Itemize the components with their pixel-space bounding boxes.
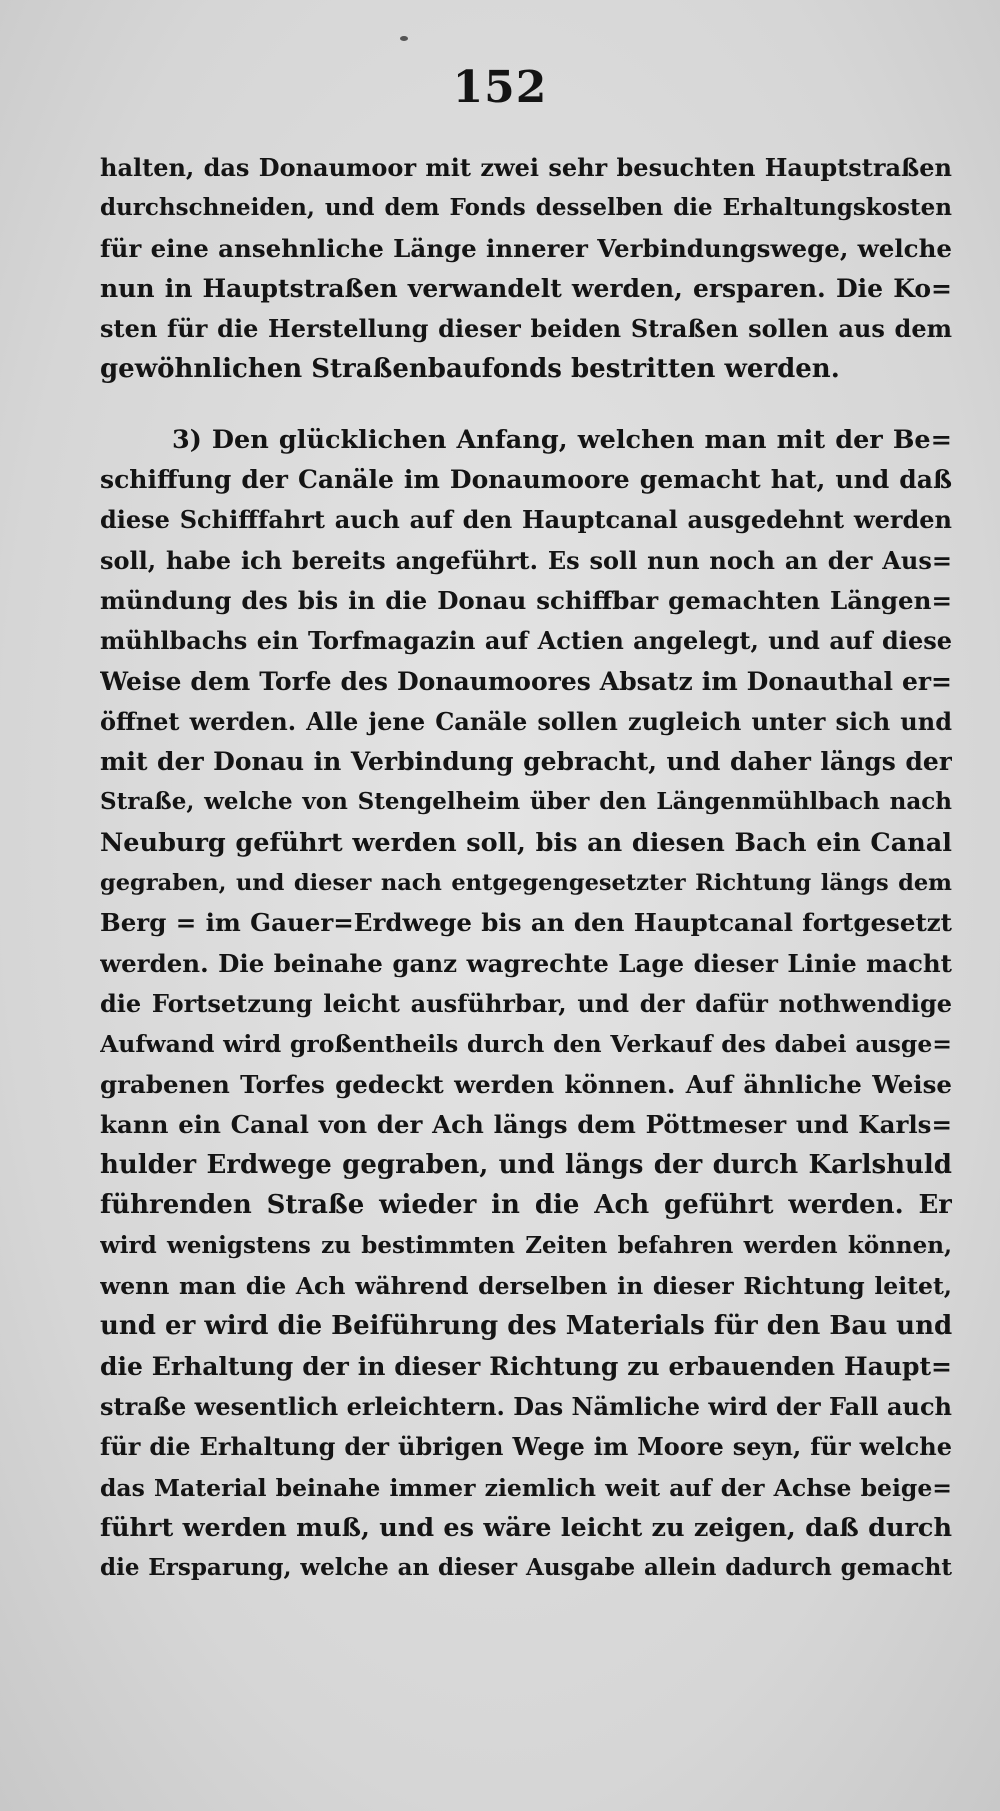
paragraph-gap (100, 390, 952, 420)
text-line: soll, habe ich bereits angeführt. Es soll nun noch an der Aus= (100, 545, 952, 575)
text-line: kann ein Canal von der Ach längs dem Pöttmeser und Karls= (100, 1109, 952, 1139)
text-line: gewöhnlichen Straßenbaufonds bestritten werden. (100, 354, 840, 385)
text-line: hulder Erdwege gegraben, und längs der durch Karlshuld (100, 1150, 952, 1181)
text-line: Weise dem Torfe des Donaumoores Absatz im Donauthal er= (100, 666, 952, 696)
text-line: mit der Donau in Verbindung gebracht, und daher längs der (100, 747, 952, 777)
text-line: und er wird die Beiführung des Materials für den Bau und (100, 1311, 952, 1342)
page-number: 152 (452, 62, 548, 113)
paragraph-2 (100, 420, 952, 1589)
text-line: nun in Hauptstraßen verwandelt werden, ersparen. Die Ko= (100, 273, 952, 303)
text-line: Straße, welche von Stengelheim über den Längenmühlbach nach (100, 788, 952, 816)
text-line: gegraben, und dieser nach entgegengesetzter Richtung längs dem (100, 870, 952, 897)
text-line: die Ersparung, welche an dieser Ausgabe allein dadurch gemacht (100, 1554, 952, 1582)
text-line: schiffung der Canäle im Donaumoore gemacht hat, und daß (100, 465, 952, 495)
text-line: die Erhaltung der in dieser Richtung zu erbauenden Haupt= (100, 1351, 952, 1381)
paragraph-1 (100, 148, 952, 390)
text-line: 3) Den glücklichen Anfang, welchen man mit der Be= (172, 424, 952, 455)
text-line: Berg = im Gauer=Erdwege bis an den Hauptcanal fortgesetzt (100, 908, 952, 938)
text-line: straße wesentlich erleichtern. Das Nämliche wird der Fall auch (100, 1391, 952, 1421)
text-line: Neuburg geführt werden soll, bis an diesen Bach ein Canal (100, 827, 952, 858)
text-line: führenden Straße wieder in die Ach geführt werden. Er (100, 1190, 952, 1221)
text-line: das Material beinahe immer ziemlich weit auf der Achse beige= (100, 1473, 952, 1502)
text-line: sten für die Herstellung dieser beiden Straßen sollen aus dem (100, 314, 952, 344)
text-line: Aufwand wird großentheils durch den Verkauf des dabei ausge= (100, 1030, 952, 1059)
text-line: mühlbachs ein Torfmagazin auf Actien angelegt, und auf diese (100, 626, 952, 656)
text-line: die Fortsetzung leicht ausführbar, und der dafür nothwendige (100, 988, 952, 1018)
text-line: für eine ansehnliche Länge innerer Verbindungswege, welche (100, 233, 952, 263)
text-line: führt werden muß, und es wäre leicht zu zeigen, daß durch (100, 1512, 952, 1543)
body-text (100, 148, 952, 1588)
text-line: für die Erhaltung der übrigen Wege im Moore seyn, für welche (100, 1432, 952, 1462)
text-line: durchschneiden, und dem Fonds desselben die Erhaltungskosten (100, 194, 952, 222)
text-line: werden. Die beinahe ganz wagrechte Lage dieser Linie macht (100, 948, 952, 978)
text-line: mündung des bis in die Donau schiffbar gemachten Längen= (100, 585, 952, 615)
text-line: diese Schifffahrt auch auf den Hauptcanal ausgedehnt werden (100, 505, 952, 535)
text-line: halten, das Donaumoor mit zwei sehr besuchten Hauptstraßen (100, 153, 952, 182)
text-line: grabenen Torfes gedeckt werden können. Auf ähnliche Weise (100, 1069, 952, 1099)
text-line: wenn man die Ach während derselben in dieser Richtung leitet, (100, 1272, 952, 1301)
text-line: öffnet werden. Alle jene Canäle sollen zugleich unter sich und (100, 706, 952, 736)
text-line: wird wenigstens zu bestimmten Zeiten befahren werden können, (100, 1231, 952, 1259)
ink-speck (400, 36, 408, 41)
